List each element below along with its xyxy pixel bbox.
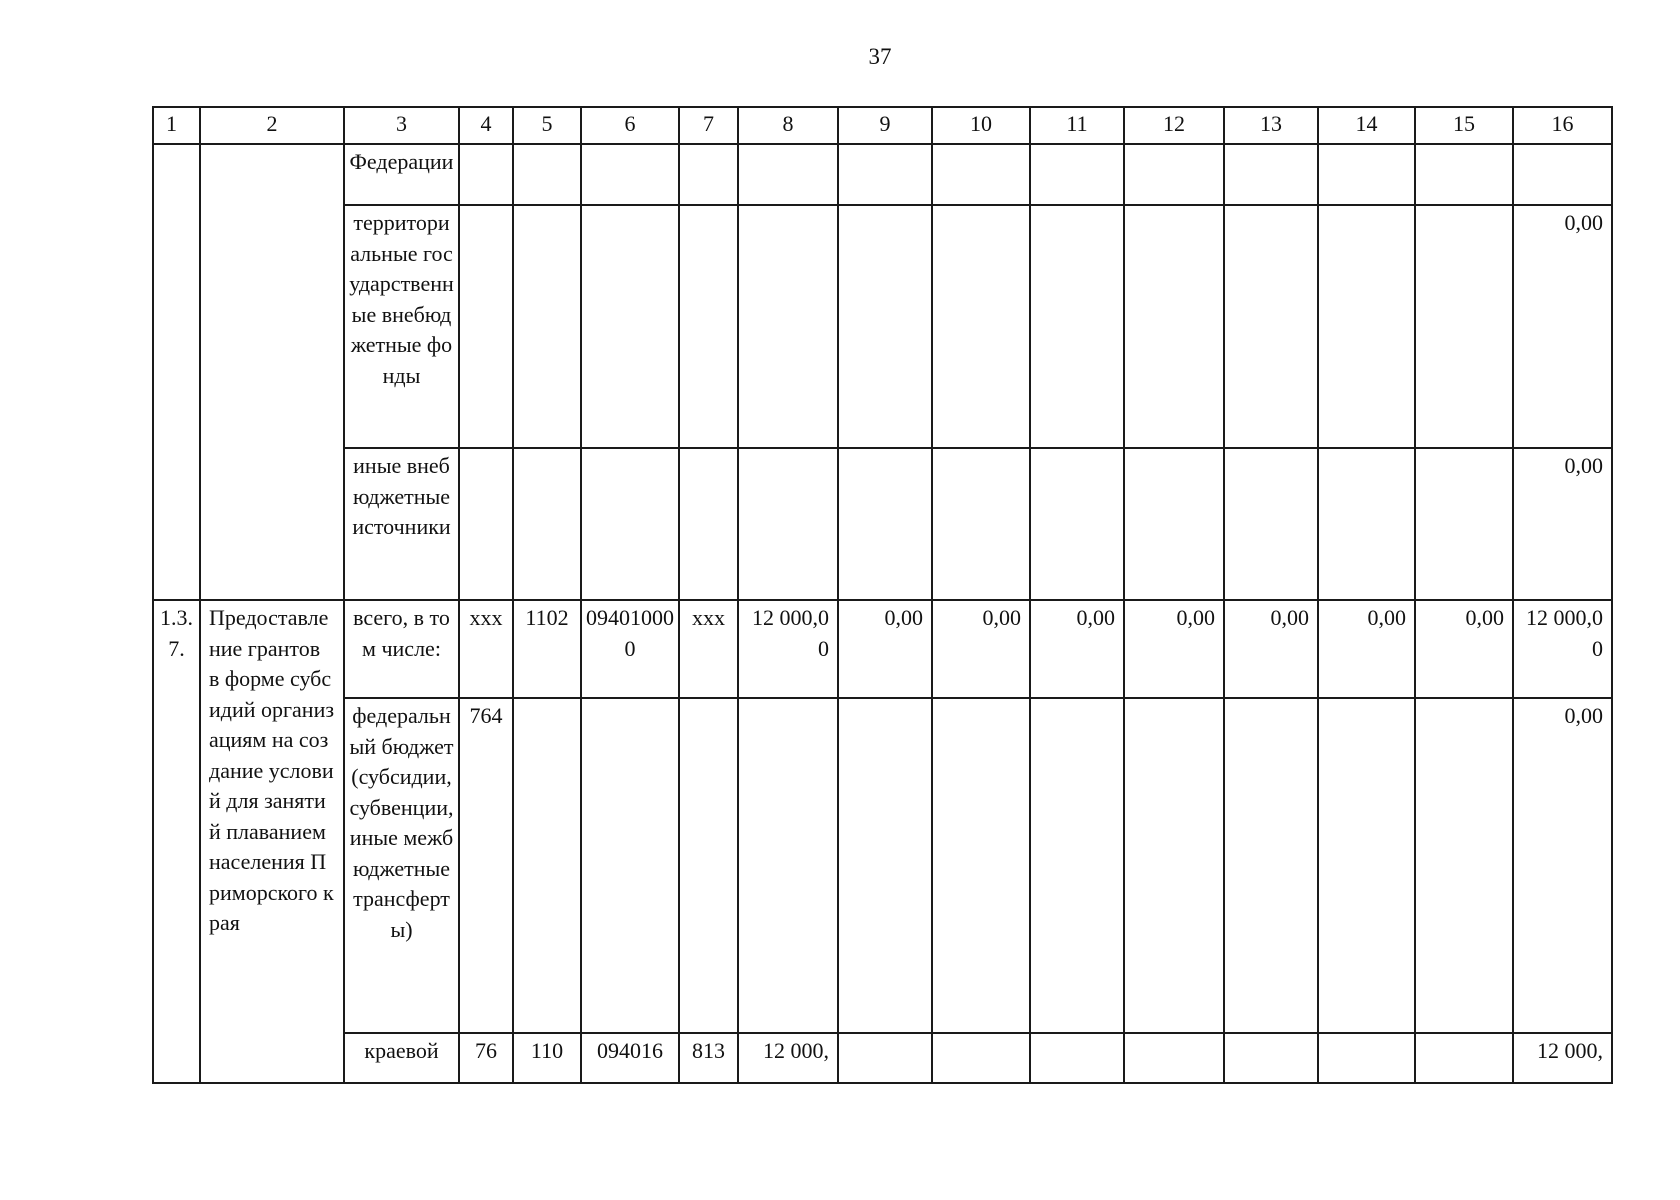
cell-source-federal: федеральный бюджет (субсидии, субвенции, иные межбюджетные трансферты) bbox=[344, 698, 459, 1033]
cell-empty bbox=[932, 698, 1030, 1033]
cell-empty bbox=[932, 144, 1030, 205]
cell-empty bbox=[1224, 1033, 1318, 1083]
cell-regional-col6: 094016 bbox=[581, 1033, 679, 1083]
header-row bbox=[153, 107, 1612, 144]
cell-empty bbox=[738, 448, 838, 600]
cell-empty bbox=[459, 205, 513, 448]
cell-total-col13: 0,00 bbox=[1224, 600, 1318, 698]
cell-empty bbox=[738, 144, 838, 205]
cell-empty bbox=[1318, 144, 1415, 205]
cell-num-continued bbox=[153, 144, 200, 600]
cell-empty bbox=[1415, 144, 1513, 205]
cell-source-other: иные внебюджетные источники bbox=[344, 448, 459, 600]
cell-regional-col4: 76 bbox=[459, 1033, 513, 1083]
table-row-federation bbox=[153, 144, 1612, 205]
cell-empty bbox=[581, 698, 679, 1033]
cell-territorial-col16: 0,00 bbox=[1513, 205, 1612, 448]
cell-total-col5: 1102 bbox=[513, 600, 581, 698]
header-col-11: 11 bbox=[1030, 107, 1124, 144]
cell-empty bbox=[1030, 698, 1124, 1033]
cell-total-col9: 0,00 bbox=[838, 600, 932, 698]
cell-empty bbox=[738, 698, 838, 1033]
header-col-10: 10 bbox=[932, 107, 1030, 144]
header-col-2: 2 bbox=[200, 107, 344, 144]
cell-empty bbox=[679, 698, 738, 1033]
cell-empty bbox=[513, 144, 581, 205]
cell-empty bbox=[1124, 1033, 1224, 1083]
cell-empty bbox=[1224, 205, 1318, 448]
header-col-8: 8 bbox=[738, 107, 838, 144]
header-col-12: 12 bbox=[1124, 107, 1224, 144]
table-row-territorial bbox=[153, 205, 1612, 448]
cell-empty bbox=[459, 448, 513, 600]
cell-empty bbox=[1224, 144, 1318, 205]
header-col-1: 1 bbox=[153, 107, 200, 144]
cell-total-col6: 094010000 bbox=[581, 600, 679, 698]
cell-empty bbox=[679, 448, 738, 600]
cell-regional-col7: 813 bbox=[679, 1033, 738, 1083]
cell-name-continued bbox=[200, 144, 344, 600]
page-number: 37 bbox=[868, 44, 892, 69]
cell-item-number: 1.3.7. bbox=[153, 600, 200, 1083]
header-col-9: 9 bbox=[838, 107, 932, 144]
cell-total-col4: ххх bbox=[459, 600, 513, 698]
cell-empty bbox=[1224, 698, 1318, 1033]
cell-total-col14: 0,00 bbox=[1318, 600, 1415, 698]
cell-empty bbox=[838, 205, 932, 448]
cell-empty bbox=[513, 205, 581, 448]
cell-source-federation: Федерации bbox=[344, 144, 459, 205]
header-col-3: 3 bbox=[344, 107, 459, 144]
cell-empty bbox=[581, 144, 679, 205]
cell-empty bbox=[1415, 1033, 1513, 1083]
cell-empty bbox=[513, 698, 581, 1033]
cell-empty bbox=[932, 205, 1030, 448]
header-col-15: 15 bbox=[1415, 107, 1513, 144]
cell-empty bbox=[581, 205, 679, 448]
table-row-item-regional bbox=[153, 1033, 1612, 1083]
cell-empty bbox=[838, 1033, 932, 1083]
cell-empty bbox=[1030, 448, 1124, 600]
cell-empty bbox=[1124, 205, 1224, 448]
cell-empty bbox=[1513, 144, 1612, 205]
cell-empty bbox=[1124, 448, 1224, 600]
cell-federal-col4: 764 bbox=[459, 698, 513, 1033]
cell-empty bbox=[1318, 205, 1415, 448]
cell-empty bbox=[1030, 144, 1124, 205]
cell-regional-col16: 12 000, bbox=[1513, 1033, 1612, 1083]
cell-empty bbox=[581, 448, 679, 600]
cell-total-col15: 0,00 bbox=[1415, 600, 1513, 698]
cell-empty bbox=[932, 1033, 1030, 1083]
cell-total-col12: 0,00 bbox=[1124, 600, 1224, 698]
cell-empty bbox=[1318, 1033, 1415, 1083]
cell-total-col10: 0,00 bbox=[932, 600, 1030, 698]
cell-empty bbox=[1030, 205, 1124, 448]
cell-empty bbox=[679, 205, 738, 448]
table-row-item-total bbox=[153, 600, 1612, 698]
cell-other-col16: 0,00 bbox=[1513, 448, 1612, 600]
cell-empty bbox=[513, 448, 581, 600]
cell-empty bbox=[1415, 698, 1513, 1033]
cell-empty bbox=[738, 205, 838, 448]
cell-empty bbox=[1318, 448, 1415, 600]
cell-source-territorial: территориальные государственные внебюджетные фонды bbox=[344, 205, 459, 448]
cell-empty bbox=[838, 448, 932, 600]
cell-empty bbox=[1124, 698, 1224, 1033]
cell-empty bbox=[1415, 205, 1513, 448]
header-col-5: 5 bbox=[513, 107, 581, 144]
header-col-7: 7 bbox=[679, 107, 738, 144]
cell-empty bbox=[838, 698, 932, 1033]
cell-total-col11: 0,00 bbox=[1030, 600, 1124, 698]
cell-empty bbox=[1124, 144, 1224, 205]
header-col-6: 6 bbox=[581, 107, 679, 144]
header-col-13: 13 bbox=[1224, 107, 1318, 144]
header-col-16: 16 bbox=[1513, 107, 1612, 144]
cell-regional-col5: 110 bbox=[513, 1033, 581, 1083]
cell-empty bbox=[838, 144, 932, 205]
table-row-other-sources bbox=[153, 448, 1612, 600]
cell-empty bbox=[1030, 1033, 1124, 1083]
table-row-item-federal bbox=[153, 698, 1612, 1033]
cell-total-col8: 12 000,00 bbox=[738, 600, 838, 698]
cell-empty bbox=[1318, 698, 1415, 1033]
cell-federal-col16: 0,00 bbox=[1513, 698, 1612, 1033]
cell-empty bbox=[932, 448, 1030, 600]
cell-total-col7: ххх bbox=[679, 600, 738, 698]
cell-total-col16: 12 000,00 bbox=[1513, 600, 1612, 698]
cell-empty bbox=[1224, 448, 1318, 600]
cell-regional-col8: 12 000, bbox=[738, 1033, 838, 1083]
cell-source-regional: краевой bbox=[344, 1033, 459, 1083]
cell-empty bbox=[459, 144, 513, 205]
cell-source-total: всего, в том числе: bbox=[344, 600, 459, 698]
cell-empty bbox=[1415, 448, 1513, 600]
header-col-4: 4 bbox=[459, 107, 513, 144]
budget-table bbox=[152, 106, 1613, 1084]
cell-item-name: Предоставление грантов в форме субсидий организациям на создание условий для занятий плаванием населения Приморского края bbox=[200, 600, 344, 1083]
cell-empty bbox=[679, 144, 738, 205]
header-col-14: 14 bbox=[1318, 107, 1415, 144]
